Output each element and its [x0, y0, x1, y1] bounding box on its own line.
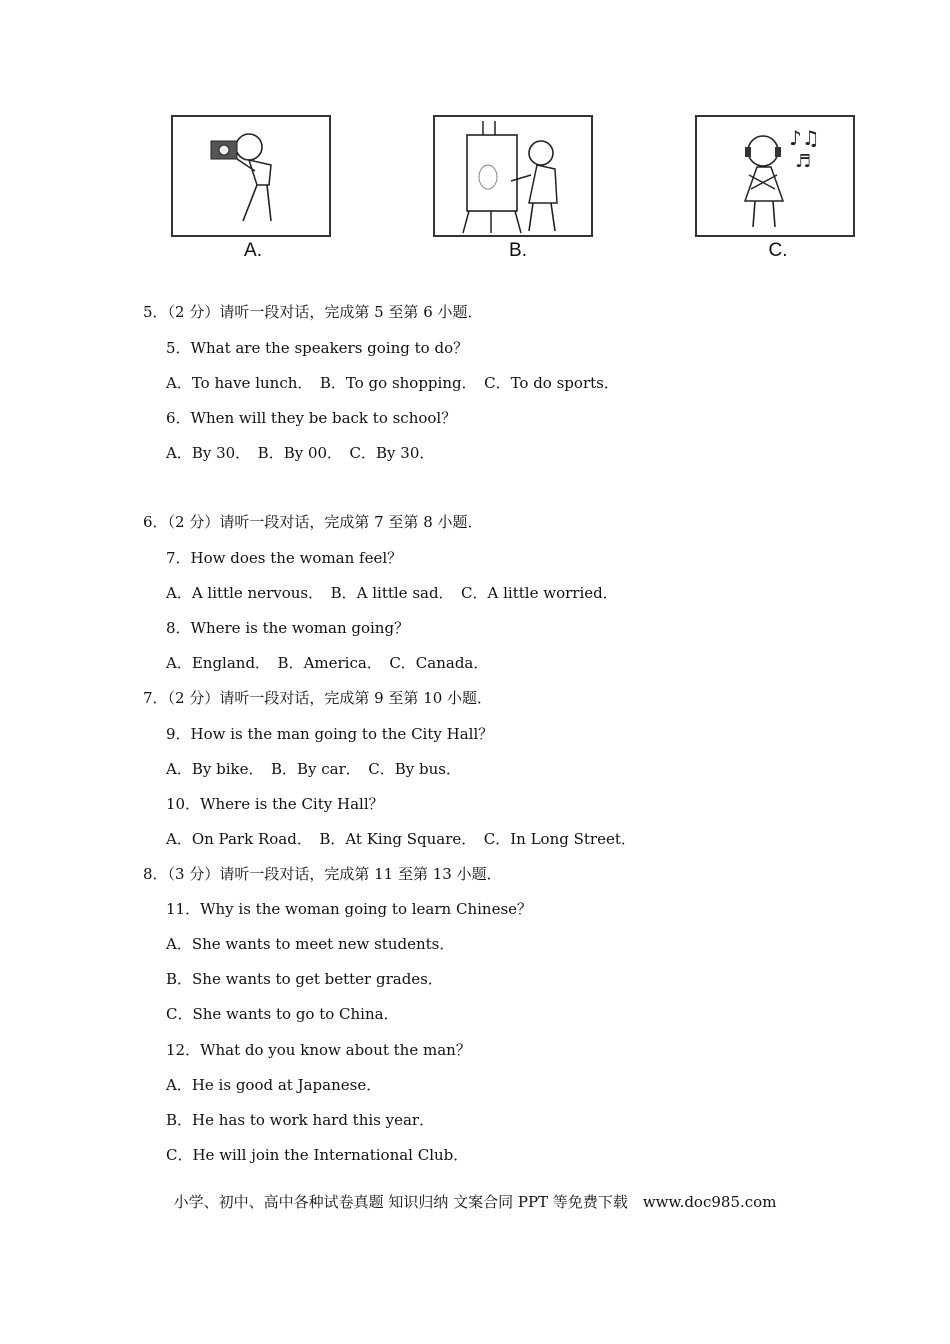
question-option: C．She wants to go to China． — [166, 1005, 399, 1023]
question-options: A．A little nervous． B．A little sad． C．A little worried． — [166, 584, 618, 602]
question-stem: 7．How does the woman feel？ — [166, 549, 403, 567]
question-stem: 6．When will they be back to school？ — [166, 409, 457, 427]
camera-man-icon — [171, 115, 331, 240]
page-footer: 小学、初中、高中各种试卷真题 知识归纳 文案合同 PPT 等免费下载 www.doc985.com — [173, 1193, 777, 1211]
question-option: A．He is good at Japanese． — [166, 1076, 382, 1094]
question-header: 8．（3 分）请听一段对话，完成第 11 至第 13 小题． — [143, 865, 502, 883]
question-options: A．By bike． B．By car． C．By bus． — [166, 760, 461, 778]
question-options: A．On Park Road． B．At King Square． C．In Long Street． — [166, 830, 636, 848]
picture-a-label: A. — [244, 240, 262, 261]
question-stem: 5．What are the speakers going to do？ — [166, 339, 469, 357]
question-option: C．He will join the International Club． — [166, 1146, 469, 1164]
question-options: A．England． B．America． C．Canada． — [166, 654, 489, 672]
music-listener-icon — [695, 115, 855, 240]
picture-a — [171, 115, 331, 240]
question-stem: 9．How is the man going to the City Hall？ — [166, 725, 494, 743]
question-header: 7．（2 分）请听一段对话，完成第 9 至第 10 小题． — [143, 689, 493, 707]
picture-c — [695, 115, 855, 240]
question-options: A．To have lunch． B．To go shopping． C．To do sports． — [166, 374, 619, 392]
painting-man-icon — [433, 115, 593, 240]
question-option: A．She wants to meet new students． — [166, 935, 455, 953]
question-option: B．She wants to get better grades． — [166, 970, 443, 988]
picture-c-label: C. — [768, 240, 788, 261]
picture-b-label: B. — [509, 240, 527, 261]
question-stem: 12．What do you know about the man？ — [166, 1041, 471, 1059]
question-header: 6．（2 分）请听一段对话，完成第 7 至第 8 小题． — [143, 513, 483, 531]
question-options: A．By 30． B．By 00． C．By 30． — [166, 444, 435, 462]
svg-text:♪♫: ♪♫ — [789, 126, 820, 150]
question-stem: 11．Why is the woman going to learn Chinese？ — [166, 900, 533, 918]
question-option: B．He has to work hard this year． — [166, 1111, 435, 1129]
question-header: 5．（2 分）请听一段对话，完成第 5 至第 6 小题． — [143, 303, 483, 321]
picture-b — [433, 115, 593, 240]
question-stem: 8．Where is the woman going？ — [166, 619, 410, 637]
svg-text:♬: ♬ — [795, 151, 812, 172]
question-stem: 10．Where is the City Hall？ — [166, 795, 384, 813]
